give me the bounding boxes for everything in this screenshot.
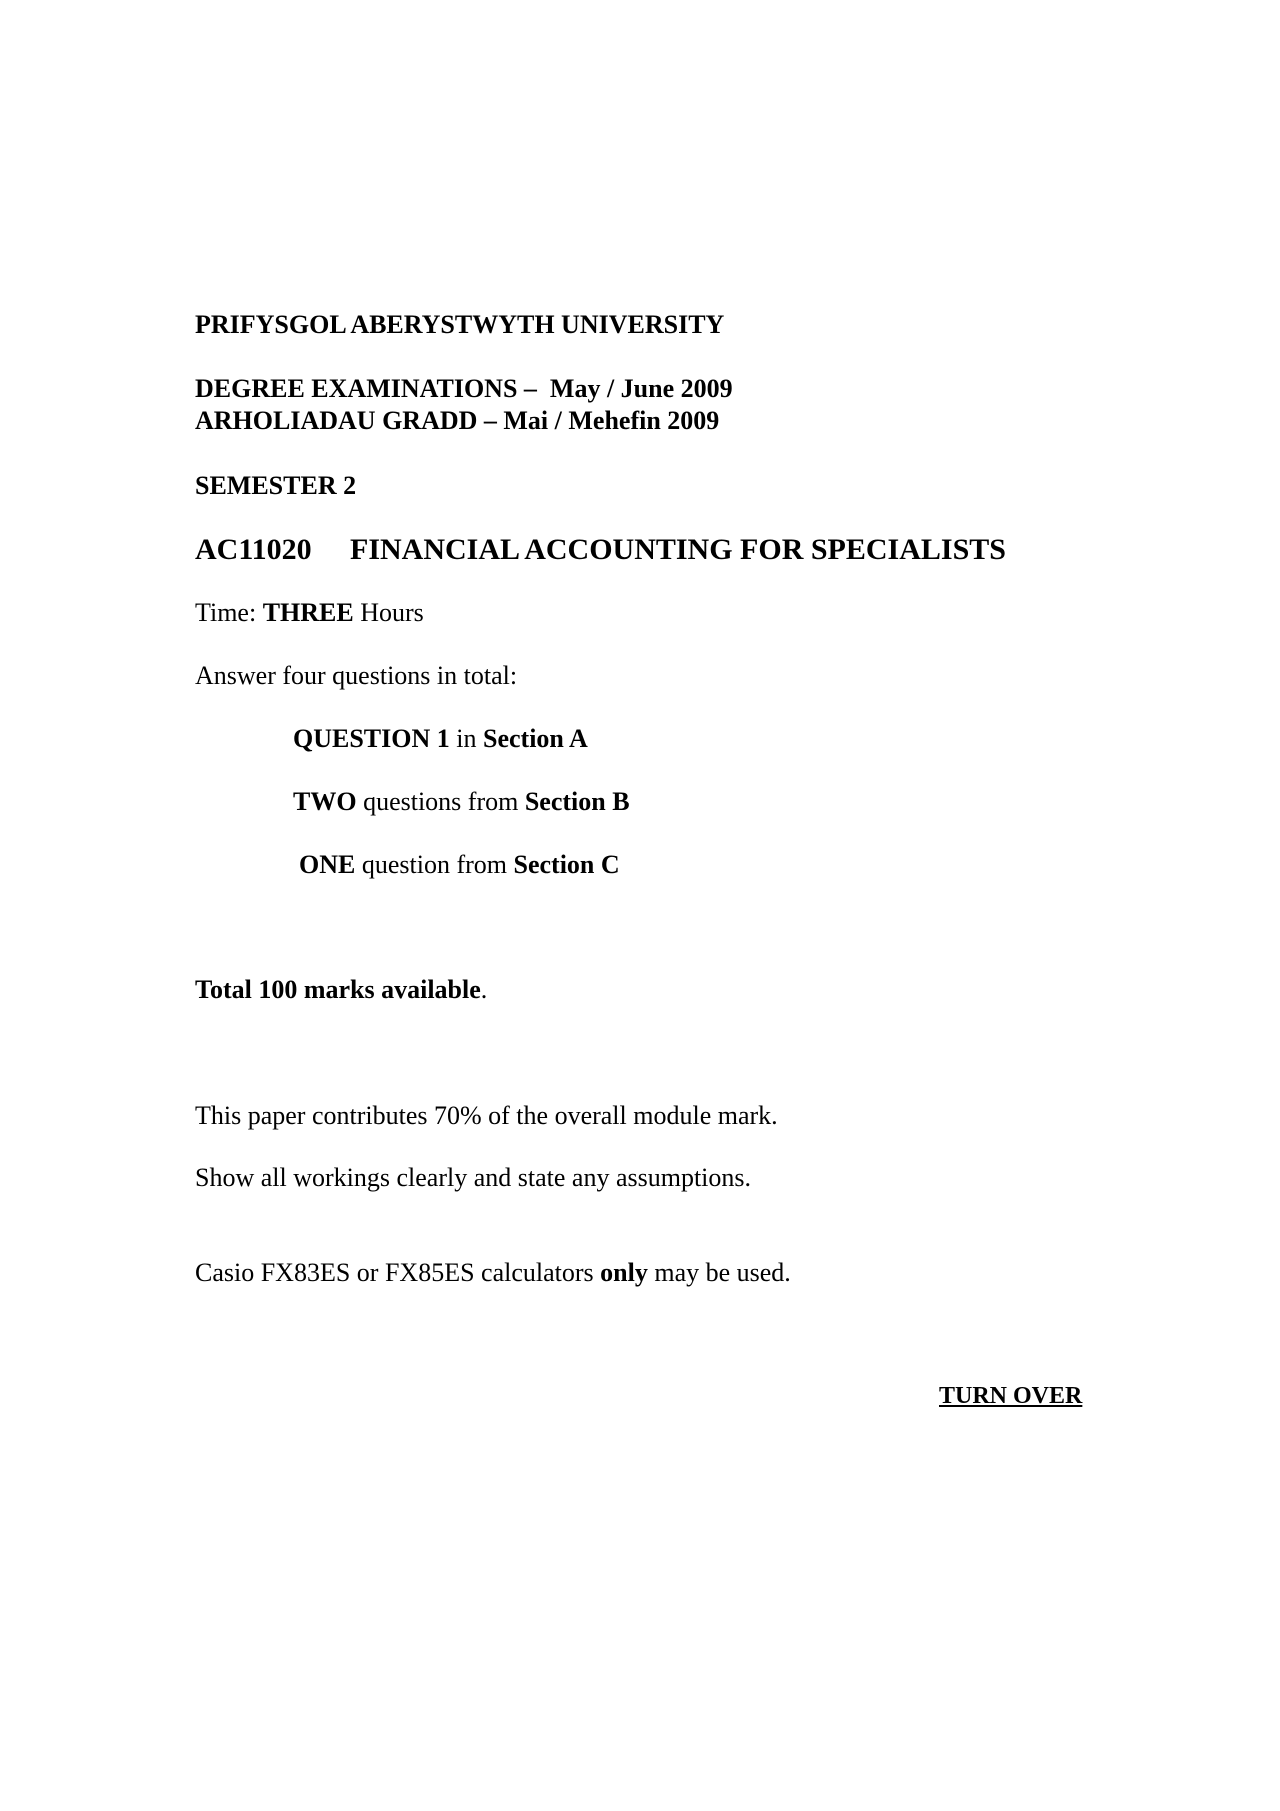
time-unit: Hours	[353, 598, 424, 627]
instruction-section-a-section: Section A	[483, 724, 588, 753]
course-title: FINANCIAL ACCOUNTING FOR SPECIALISTS	[350, 533, 1006, 566]
instruction-section-b-section: Section B	[524, 787, 630, 816]
time-label: Time:	[195, 598, 263, 627]
total-marks-suffix: .	[480, 975, 488, 1004]
instruction-section-a-count: QUESTION 1	[293, 724, 450, 753]
instruction-section-c-section: Section C	[513, 850, 620, 879]
instruction-section-c-count: ONE	[299, 850, 356, 879]
exam-period-english: DEGREE EXAMINATIONS – May / June 2009	[195, 374, 733, 403]
course-code: AC11020	[195, 533, 312, 566]
time-value: THREE	[262, 598, 354, 627]
turn-over-label: TURN OVER	[939, 1383, 1083, 1409]
calculator-note	[195, 1258, 791, 1288]
exam-period-welsh: ARHOLIADAU GRADD – Mai / Mehefin 2009	[195, 406, 720, 435]
university-name: PRIFYSGOL ABERYSTWYTH UNIVERSITY	[195, 310, 725, 339]
workings-note: Show all workings clearly and state any assumptions.	[195, 1163, 752, 1192]
instruction-section-b-text: questions from	[356, 787, 525, 816]
calculator-note-post: may be used.	[647, 1258, 791, 1287]
contribution-note: This paper contributes 70% of the overall module mark.	[195, 1101, 778, 1130]
instruction-section-a	[293, 724, 588, 754]
answer-instructions: Answer four questions in total:	[195, 661, 518, 690]
time-allowed	[195, 598, 424, 628]
total-marks-text: Total 100 marks available	[195, 975, 481, 1004]
instruction-section-b-count: TWO	[293, 787, 357, 816]
instruction-section-c-text: question from	[355, 850, 514, 879]
instruction-section-c	[299, 850, 620, 880]
instruction-section-a-text: in	[449, 724, 483, 753]
instruction-section-b	[293, 787, 630, 817]
calculator-note-emphasis: only	[600, 1258, 648, 1287]
calculator-note-pre: Casio FX83ES or FX85ES calculators	[195, 1258, 601, 1287]
total-marks	[195, 975, 487, 1005]
course-heading	[195, 533, 1006, 567]
semester: SEMESTER 2	[195, 471, 357, 500]
